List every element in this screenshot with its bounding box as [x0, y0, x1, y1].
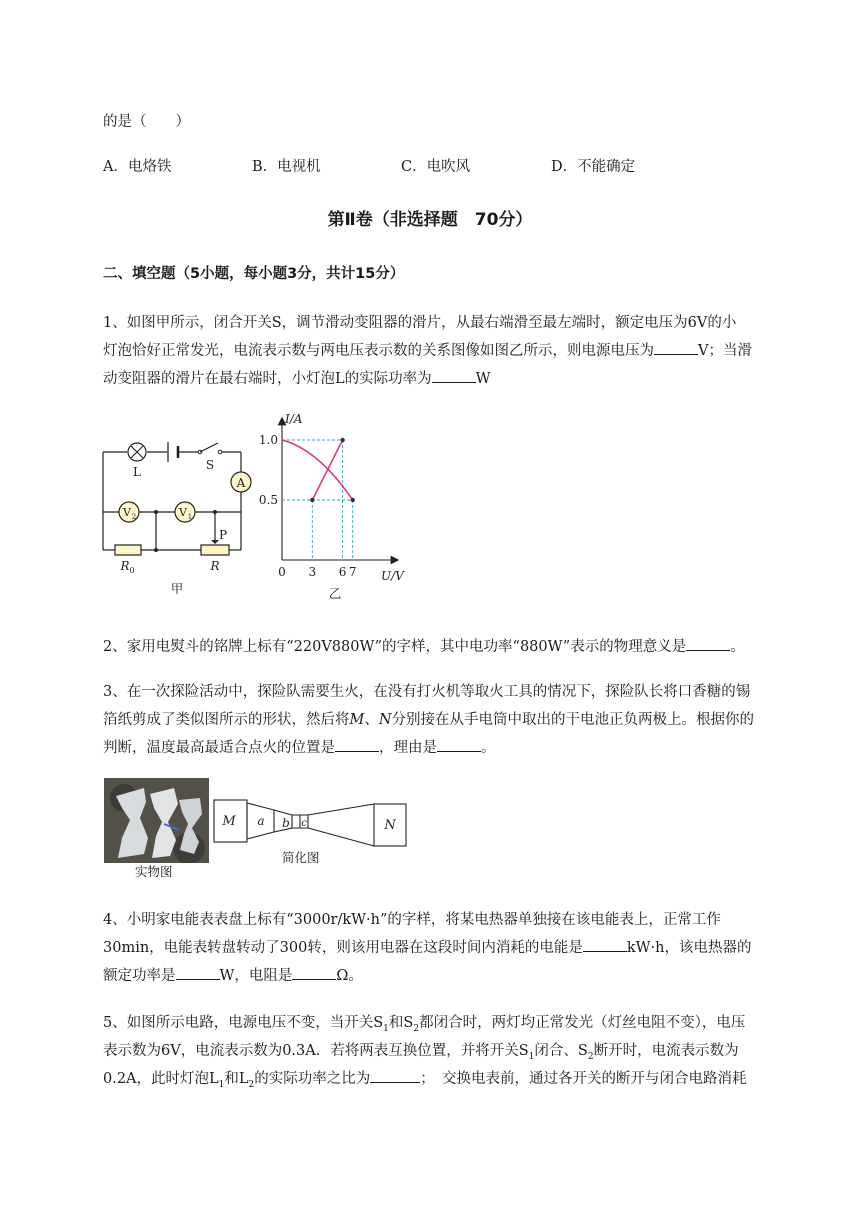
- series-line-1: [312, 440, 342, 500]
- ammeter-icon: [231, 472, 251, 492]
- switch-icon: [198, 443, 222, 454]
- q1-blank-voltage[interactable]: [654, 340, 698, 355]
- option-b[interactable]: B．电视机: [252, 159, 321, 175]
- q3-line3: 判断，温度最高最适合点火的位置是 ，理由是 。: [103, 736, 496, 757]
- q5-line3: 0.2A，此时灯泡$L_1$和$L_2$的实际功率之比为 ； 交换电表前，通过各开关的断开与闭合电路消耗: [103, 1067, 747, 1090]
- origin-label: 0: [278, 565, 286, 579]
- q4-blank-resistance[interactable]: [292, 965, 336, 980]
- svg-text:b: b: [282, 816, 290, 830]
- svg-text:c: c: [301, 818, 307, 829]
- photo-caption: 实物图: [135, 864, 173, 879]
- q4-blank-power[interactable]: [176, 965, 220, 980]
- option-c[interactable]: C．电吹风: [401, 159, 471, 175]
- svg-text:P: P: [218, 528, 228, 542]
- svg-text:A: A: [236, 476, 246, 490]
- data-point: [310, 498, 314, 502]
- iu-graph-yi: [255, 405, 425, 605]
- y-tick-label: 0.5: [258, 493, 278, 507]
- q1-line3: 动变阻器的滑片在最右端时，小灯泡L的实际功率为 W: [103, 367, 491, 388]
- q2-blank[interactable]: [686, 636, 730, 651]
- q1-blank-power[interactable]: [432, 368, 476, 383]
- diagram-caption: 简化图: [282, 850, 320, 865]
- q4-blank-energy[interactable]: [583, 937, 627, 952]
- q5-blank-ratio[interactable]: [370, 1068, 420, 1083]
- q1-line2: 灯泡恰好正常发光，电流表示数与两电压表示数的关系图像如图乙所示，则电源电压为 V；当滑: [103, 339, 752, 360]
- svg-text:R: R: [120, 559, 130, 573]
- svg-text:V: V: [123, 506, 131, 519]
- q3-blank-reason[interactable]: [437, 737, 481, 752]
- graph-caption: 乙: [328, 586, 342, 601]
- section-title: 二、填空题（5小题，每小题3分，共计15分）: [103, 266, 405, 282]
- svg-text:M: M: [222, 814, 236, 829]
- foil-photo: [104, 778, 209, 863]
- part-title: 第Ⅱ卷（非选择题 70分）: [327, 210, 533, 230]
- circuit-diagram-jia: [95, 430, 265, 605]
- svg-text:甲: 甲: [170, 581, 184, 596]
- x-tick-label: 6: [338, 565, 347, 579]
- q5-line1: 5、如图所示电路，电源电压不变，当开关$S_1$和$S_2$都闭合时，两灯均正常发光（灯丝电阻不变），电压: [103, 1015, 746, 1034]
- rheostat-r: [201, 545, 229, 555]
- svg-text:1: 1: [187, 513, 193, 521]
- svg-text:L: L: [133, 465, 141, 479]
- svg-text:2: 2: [131, 513, 137, 521]
- q3-line2: 箔纸剪成了类似图所示的形状，然后将M、N分别接在从手电筒中取出的干电池正负两极上。根据你的: [103, 712, 755, 728]
- q4-line2: 30min，电能表转盘转动了300转，则该用电器在这段时间内消耗的电能是 kW·h，该电热器的: [103, 936, 752, 957]
- q1-line1: 1、如图甲所示，闭合开关S，调节滑动变阻器的滑片，从最右端滑至最左端时，额定电压为6V的小: [103, 315, 737, 331]
- battery-icon: [168, 442, 178, 462]
- q4-line3: 额定功率是 W，电阻是 Ω。: [103, 964, 363, 985]
- svg-text:0: 0: [129, 566, 135, 575]
- q3-line1: 3、在一次探险活动中，探险队需要生火，在没有打火机等取火工具的情况下，探险队长将口香糖的锡: [103, 684, 751, 700]
- voltmeter-v2-icon: [119, 502, 139, 522]
- y-axis-label: I/A: [285, 412, 303, 426]
- x-tick-label: 7: [348, 565, 357, 579]
- lamp-icon: [128, 443, 146, 461]
- y-tick-label: 1.0: [258, 433, 278, 447]
- foil-diagram: [212, 795, 407, 850]
- question-stem-tail: 的是（ ）: [103, 114, 190, 130]
- x-axis-label: U/V: [381, 569, 404, 583]
- option-d[interactable]: D．不能确定: [551, 159, 636, 175]
- svg-text:S: S: [205, 458, 215, 472]
- svg-text:a: a: [257, 814, 265, 828]
- svg-text:V: V: [179, 506, 187, 519]
- option-a[interactable]: A．电烙铁: [103, 159, 172, 175]
- svg-text:R: R: [210, 559, 220, 573]
- voltmeter-v1-icon: [175, 502, 195, 522]
- q4-line1: 4、小明家电能表表盘上标有“3000r/kW·h”的字样，将某电热器单独接在该电能表上，正常工作: [103, 912, 721, 928]
- q2-line: 2、家用电熨斗的铭牌上标有“220V880W”的字样，其中电功率“880W”表示的物理意义是 。: [103, 635, 745, 656]
- resistor-r0: [115, 545, 141, 555]
- data-point: [340, 438, 344, 442]
- svg-text:N: N: [384, 818, 396, 833]
- q3-blank-position[interactable]: [335, 737, 379, 752]
- data-point: [351, 498, 355, 502]
- q5-line2: 表示数为6V，电流表示数为0.3A．若将两表互换位置，并将开关$S_1$闭合、$S_2$断开时，电流表示数为: [103, 1043, 739, 1062]
- x-tick-label: 3: [308, 565, 317, 579]
